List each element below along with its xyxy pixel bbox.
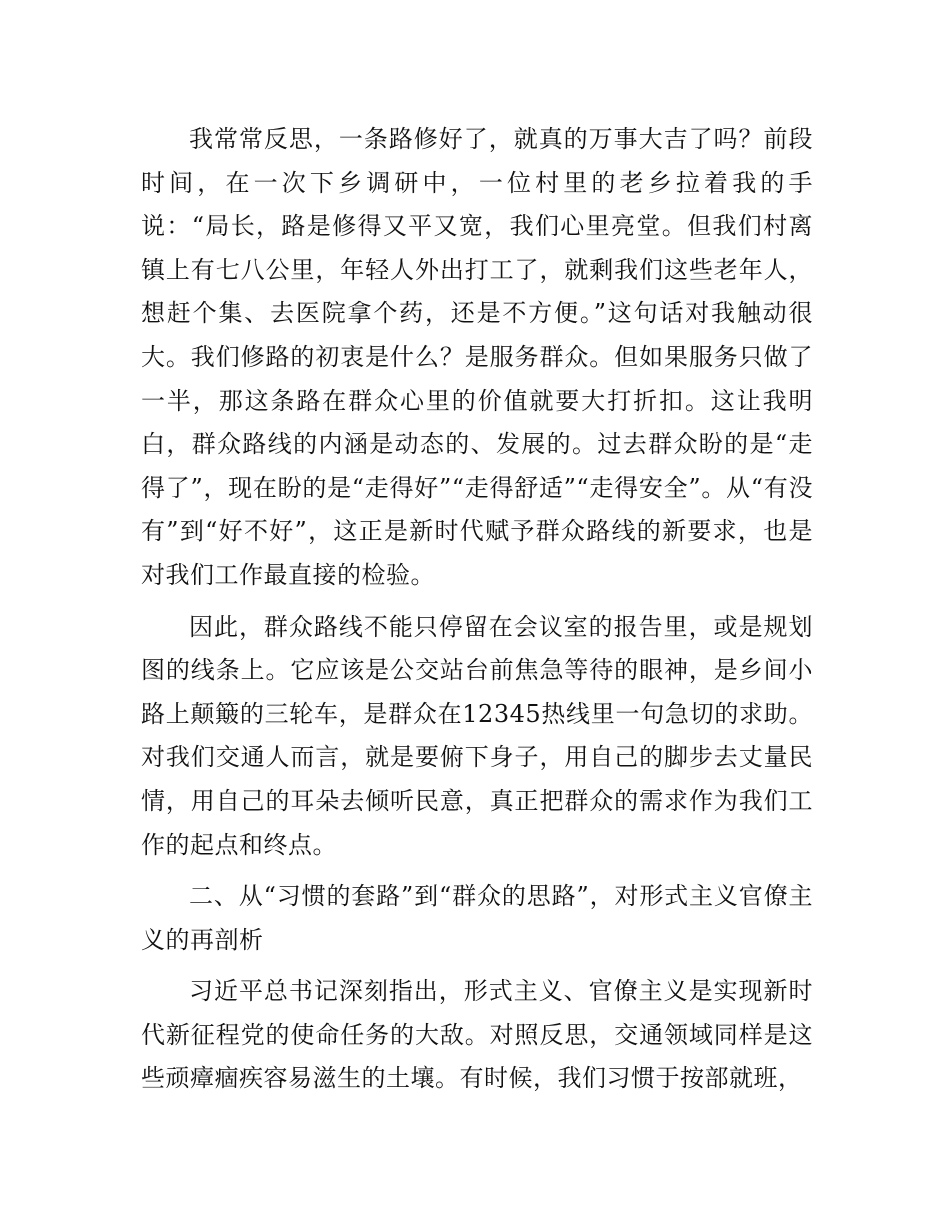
document-body <box>141 118 813 1109</box>
paragraph-reflection: 我常常反思，一条路修好了，就真的万事大吉了吗？前段时间，在一次下乡调研中，一位村里的老乡拉着我的手说：“局长，路是修得又平又宽，我们心里亮堂。但我们村离镇上有七八公里，年轻人外出打工了，就剩我们这些老年人，想赶个集、去医院拿个药，还是不方便。”这句话对我触动很大。我们修路的初衷是什么？是服务群众。但如果服务只做了一半，那这条路在群众心里的价值就要大打折扣。这让我明白，群众路线的内涵是动态的、发展的。过去群众盼的是“走得了”，现在盼的是“走得好”“走得舒适”“走得安全”。从“有没有”到“好不好”，这正是新时代赋予群众路线的新要求，也是对我们工作最直接的检验。 <box>141 125 813 589</box>
paragraph-formalism: 习近平总书记深刻指出，形式主义、官僚主义是实现新时代新征程党的使命任务的大敌。对照反思，交通领域同样是这些顽瘴痼疾容易滋生的土壤。有时候，我们习惯于按部就班， <box>141 977 813 1093</box>
paragraph-mass-line: 因此，群众路线不能只停留在会议室的报告里，或是规划图的线条上。它应该是公交站台前焦急等待的眼神，是乡间小路上颠簸的三轮车，是群众在12345热线里一句急切的求助。对我们交通人而言，就是要俯下身子，用自己的脚步去丈量民情，用自己的耳朵去倾听民意，真正把群众的需求作为我们工作的起点和终点。 <box>141 612 813 859</box>
section-heading-2: 二、从“习惯的套路”到“群众的思路”，对形式主义官僚主义的再剖析 <box>141 882 813 954</box>
